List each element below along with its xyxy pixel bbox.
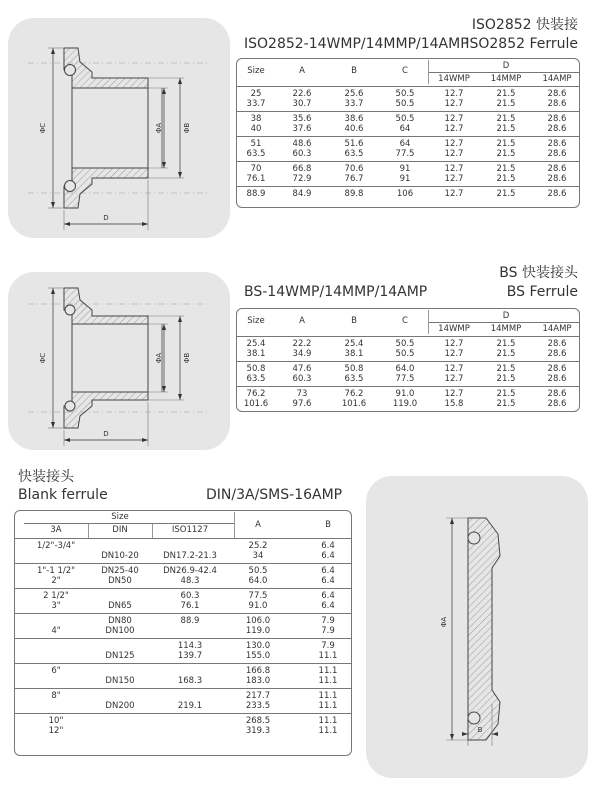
table-cell: 25 [250, 89, 262, 99]
table-cell: 76.2 [246, 389, 266, 399]
table-cell: 63.5 [246, 374, 266, 384]
table-cell: 63.5 [344, 374, 364, 384]
table-cell: DN150 [105, 676, 135, 686]
header-d-rule [428, 72, 580, 73]
col-divider [234, 512, 235, 538]
header-size-rule [24, 523, 234, 524]
dim-label-a: ΦA [155, 352, 163, 364]
table-cell: 48.3 [180, 576, 200, 586]
table-cell: 12.7 [444, 114, 464, 124]
table-cell: 319.3 [245, 726, 271, 736]
table-cell: 60.3 [292, 149, 312, 159]
iso2852-ferrule-drawing [8, 18, 230, 238]
table-cell: 28.6 [547, 164, 567, 174]
table-cell: 21.5 [496, 164, 516, 174]
table-cell: 50.5 [248, 566, 268, 576]
table-cell: 35.6 [292, 114, 312, 124]
header-rule [14, 538, 352, 539]
table-cell: 11.1 [318, 716, 338, 726]
table-cell: 50.5 [395, 114, 415, 124]
group-rule [14, 663, 352, 664]
table-cell: 28.6 [547, 374, 567, 384]
table-cell: 6.4 [321, 576, 335, 586]
table-cell: 48.6 [292, 139, 312, 149]
table-cell: 64.0 [395, 364, 415, 374]
table-cell: 28.6 [547, 149, 567, 159]
table-cell: 38 [250, 114, 262, 124]
dim-label-a: ΦA [155, 122, 163, 134]
header-din: DIN [112, 525, 128, 535]
table-cell: 15.8 [444, 399, 464, 409]
table-cell: 97.6 [292, 399, 312, 409]
header-d: D [502, 61, 510, 71]
table-cell: 33.7 [344, 99, 364, 109]
table-cell: 30.7 [292, 99, 312, 109]
header-14wmp: 14WMP [438, 324, 470, 334]
table-cell: 1"-1 1/2" [36, 566, 76, 576]
group-rule [14, 613, 352, 614]
table-cell: 77.5 [395, 374, 415, 384]
header-b: B [351, 316, 357, 326]
header-size: Size [247, 316, 265, 326]
table-cell: 155.0 [245, 651, 271, 661]
table-cell: 12.7 [444, 149, 464, 159]
section3-title-en: Blank ferrule [18, 487, 108, 503]
group-rule [14, 638, 352, 639]
table-cell: 76.2 [344, 389, 364, 399]
table-cell: 64 [399, 124, 411, 134]
table-cell: 6.4 [321, 591, 335, 601]
group-rule [236, 186, 580, 187]
dim-label-d: D [103, 430, 109, 438]
table-cell: 4" [51, 626, 61, 636]
table-cell: 21.5 [496, 99, 516, 109]
group-rule [14, 688, 352, 689]
table-cell: 139.7 [177, 651, 203, 661]
table-cell: 21.5 [496, 349, 516, 359]
table-cell: 66.8 [292, 164, 312, 174]
table-cell: 11.1 [318, 701, 338, 711]
header-a: A [299, 66, 305, 76]
header-c: C [402, 316, 408, 326]
group-rule [14, 588, 352, 589]
dim-label-b: B [477, 726, 483, 734]
table-cell: 21.5 [496, 374, 516, 384]
table-cell: 84.9 [292, 189, 312, 199]
table-cell: 6.4 [321, 541, 335, 551]
section3-spec: DIN/3A/SMS-16AMP [206, 487, 343, 503]
table-cell: 12.7 [444, 389, 464, 399]
table-cell: 11.1 [318, 676, 338, 686]
section3-title-cn: 快装接头 [18, 469, 74, 485]
table-cell: 6.4 [321, 566, 335, 576]
section1-title-cn: ISO2852 快装接 [471, 17, 578, 33]
header-size: Size [247, 66, 265, 76]
table-cell: 7.9 [321, 626, 335, 636]
header-14mmp: 14MMP [490, 324, 522, 334]
header-a: A [255, 520, 261, 530]
section2-spec: BS-14WMP/14MMP/14AMP [244, 284, 428, 300]
group-rule [236, 136, 580, 137]
table-cell: 101.6 [341, 399, 367, 409]
table-cell: 7.9 [321, 616, 335, 626]
col-divider [152, 524, 153, 538]
table-cell: 38.1 [246, 349, 266, 359]
table-cell: 11.1 [318, 726, 338, 736]
table-cell: DN80 [108, 616, 132, 626]
table-cell: 91.0 [395, 389, 415, 399]
table-cell: 217.7 [245, 691, 271, 701]
table-cell: 7.9 [321, 641, 335, 651]
group-rule [14, 563, 352, 564]
header-14mmp: 14MMP [490, 74, 522, 84]
header-c: C [402, 66, 408, 76]
table-cell: 28.6 [547, 174, 567, 184]
header-iso1127: ISO1127 [171, 525, 209, 535]
dim-label-a: ΦA [440, 616, 448, 628]
table-cell: DN125 [105, 651, 135, 661]
table-cell: 168.3 [177, 676, 203, 686]
table-cell: 166.8 [245, 666, 271, 676]
group-rule [236, 361, 580, 362]
section2-title-cn: BS 快装接头 [499, 265, 578, 281]
table-cell: 22.6 [292, 89, 312, 99]
header-d-rule [428, 322, 580, 323]
header-b: B [325, 520, 331, 530]
table-cell: 77.5 [248, 591, 268, 601]
table-cell: 183.0 [245, 676, 271, 686]
table-cell: 50.5 [395, 99, 415, 109]
table-cell: DN65 [108, 601, 132, 611]
table-cell: 6" [51, 666, 61, 676]
table-cell: 3" [51, 601, 61, 611]
header-14amp: 14AMP [542, 324, 572, 334]
table-cell: DN10-20 [101, 551, 139, 561]
table-cell: 40.6 [344, 124, 364, 134]
dim-label-c: ΦC [39, 352, 47, 364]
table-cell: 28.6 [547, 339, 567, 349]
table-cell: 91.0 [248, 601, 268, 611]
table-cell: 28.6 [547, 349, 567, 359]
table-cell: 21.5 [496, 399, 516, 409]
table-cell: 130.0 [245, 641, 271, 651]
table-cell: 6.4 [321, 601, 335, 611]
table-cell: 12.7 [444, 374, 464, 384]
table-cell: 22.2 [292, 339, 312, 349]
table-cell: 28.6 [547, 364, 567, 374]
table-cell: 12" [48, 726, 64, 736]
table-cell: 40 [250, 124, 262, 134]
table-cell: 50.5 [395, 339, 415, 349]
table-cell: 51 [250, 139, 262, 149]
table-cell: 12.7 [444, 174, 464, 184]
table-cell: 12.7 [444, 89, 464, 99]
table-cell: 12.7 [444, 339, 464, 349]
table-cell: 12.7 [444, 164, 464, 174]
table-cell: 119.0 [392, 399, 418, 409]
table-cell: 50.8 [246, 364, 266, 374]
table-cell: 12.7 [444, 99, 464, 109]
bs-ferrule-drawing [8, 272, 230, 450]
table-cell: 70.6 [344, 164, 364, 174]
header-size: Size [111, 512, 129, 522]
table-cell: 10" [48, 716, 64, 726]
table-cell: 60.3 [292, 374, 312, 384]
table-cell: 11.1 [318, 651, 338, 661]
table-cell: 28.6 [547, 89, 567, 99]
table-cell: 88.9 [246, 189, 266, 199]
group-rule [236, 161, 580, 162]
table-cell: 21.5 [496, 124, 516, 134]
table-cell: 25.2 [248, 541, 268, 551]
table-cell: 12.7 [444, 189, 464, 199]
section1-title-en: ISO2852 Ferrule [465, 36, 578, 52]
table-cell: 21.5 [496, 339, 516, 349]
table-cell: 37.6 [292, 124, 312, 134]
table-cell: 2 1/2" [43, 591, 69, 601]
table-cell: 28.6 [547, 389, 567, 399]
table-cell: 64 [399, 139, 411, 149]
table-cell: DN17.2-21.3 [163, 551, 217, 561]
table-cell: 28.6 [547, 189, 567, 199]
table-cell: 64.0 [248, 576, 268, 586]
table-cell: 51.6 [344, 139, 364, 149]
table-cell: 50.5 [395, 349, 415, 359]
table-cell: 25.6 [344, 89, 364, 99]
table-cell: 28.6 [547, 99, 567, 109]
table-cell: 25.4 [246, 339, 266, 349]
header-rule [236, 86, 580, 87]
table-cell: 114.3 [177, 641, 203, 651]
table-cell: 268.5 [245, 716, 271, 726]
header-d-divider [428, 310, 429, 334]
table-cell: 91 [399, 164, 411, 174]
col-divider [88, 524, 89, 538]
table-cell: 76.1 [180, 601, 200, 611]
table-cell: 34 [252, 551, 264, 561]
dim-label-b: ΦB [183, 122, 191, 134]
table-cell: 119.0 [245, 626, 271, 636]
table-cell: 89.8 [344, 189, 364, 199]
group-rule [236, 386, 580, 387]
table-cell: 63.5 [246, 149, 266, 159]
header-d-divider [428, 60, 429, 84]
table-cell: 1/2"-3/4" [36, 541, 76, 551]
table-cell: 38.6 [344, 114, 364, 124]
table-cell: 21.5 [496, 114, 516, 124]
header-d: D [502, 311, 510, 321]
group-rule [14, 713, 352, 714]
table-cell: 12.7 [444, 124, 464, 134]
header-b: B [351, 66, 357, 76]
table-cell: 12.7 [444, 139, 464, 149]
header-14wmp: 14WMP [438, 74, 470, 84]
dim-label-c: ΦC [39, 122, 47, 134]
table-cell: 21.5 [496, 139, 516, 149]
header-rule [236, 336, 580, 337]
table-cell: 47.6 [292, 364, 312, 374]
table-cell: 34.9 [292, 349, 312, 359]
table-cell: 70 [250, 164, 262, 174]
table-cell: DN26.9-42.4 [163, 566, 217, 576]
group-rule [236, 111, 580, 112]
table-cell: 21.5 [496, 364, 516, 374]
table-cell: 76.1 [246, 174, 266, 184]
section1-spec: ISO2852-14WMP/14MMP/14AMP [244, 36, 469, 52]
header-14amp: 14AMP [542, 74, 572, 84]
header-a: A [299, 316, 305, 326]
header-3a: 3A [50, 525, 62, 535]
table-cell: 63.5 [344, 149, 364, 159]
table-cell: 12.7 [444, 364, 464, 374]
table-cell: 28.6 [547, 124, 567, 134]
blank-ferrule-drawing [366, 476, 588, 778]
table-cell: 77.5 [395, 149, 415, 159]
table-cell: 25.4 [344, 339, 364, 349]
table-cell: 76.7 [344, 174, 364, 184]
table-cell: 21.5 [496, 389, 516, 399]
table-cell: 219.1 [177, 701, 203, 711]
table-cell: 91 [399, 174, 411, 184]
table-cell: 12.7 [444, 349, 464, 359]
table-cell: 28.6 [547, 139, 567, 149]
dim-label-b: ΦB [183, 352, 191, 364]
table-cell: 6.4 [321, 551, 335, 561]
table-cell: 11.1 [318, 666, 338, 676]
table-cell: 50.8 [344, 364, 364, 374]
table-cell: 106.0 [245, 616, 271, 626]
table-cell: 8" [51, 691, 61, 701]
table-cell: DN25-40 [101, 566, 139, 576]
table-cell: 38.1 [344, 349, 364, 359]
dim-label-d: D [103, 214, 109, 222]
table-cell: 233.5 [245, 701, 271, 711]
table-cell: 2" [51, 576, 61, 586]
table-cell: 21.5 [496, 149, 516, 159]
table-cell: 28.6 [547, 114, 567, 124]
table-cell: 60.3 [180, 591, 200, 601]
table-cell: 101.6 [243, 399, 269, 409]
table-cell: 33.7 [246, 99, 266, 109]
table-cell: 21.5 [496, 174, 516, 184]
table-cell: 28.6 [547, 399, 567, 409]
table-cell: DN100 [105, 626, 135, 636]
table-cell: 88.9 [180, 616, 200, 626]
table-cell: 11.1 [318, 691, 338, 701]
table-cell: 106 [396, 189, 414, 199]
table-cell: 21.5 [496, 189, 516, 199]
table-cell: DN200 [105, 701, 135, 711]
table-cell: 21.5 [496, 89, 516, 99]
table-cell: 72.9 [292, 174, 312, 184]
section2-title-en: BS Ferrule [506, 284, 578, 300]
table-cell: 73 [296, 389, 308, 399]
table-cell: DN50 [108, 576, 132, 586]
table-cell: 50.5 [395, 89, 415, 99]
